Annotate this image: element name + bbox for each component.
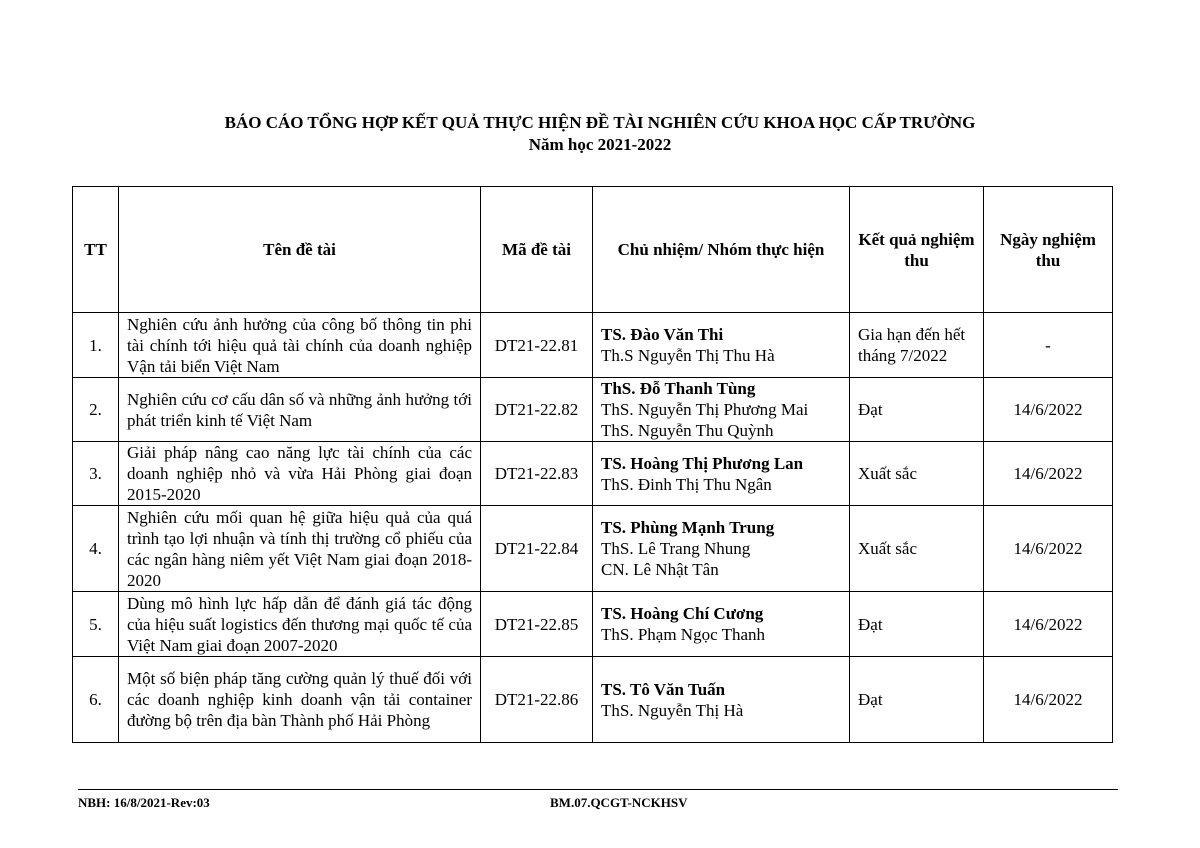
results-table [72, 186, 1113, 743]
row-team [593, 592, 850, 657]
report-title-block [0, 112, 1200, 156]
row-team [593, 506, 850, 592]
header-code: Mã đề tài [481, 187, 593, 313]
row-result: Đạt [850, 592, 984, 657]
row-code: DT21-22.81 [481, 313, 593, 378]
header-title: Tên đề tài [119, 187, 481, 313]
row-lead: TS. Đào Văn Thi [601, 325, 724, 344]
header-lead: Chủ nhiệm/ Nhóm thực hiện [593, 187, 850, 313]
table-row [73, 378, 1113, 442]
row-date: 14/6/2022 [984, 592, 1113, 657]
row-lead: TS. Hoàng Thị Phương Lan [601, 453, 804, 473]
row-lead: TS. Tô Văn Tuấn [601, 679, 726, 699]
report-title: BÁO CÁO TỔNG HỢP KẾT QUẢ THỰC HIỆN ĐỀ TÀI NGHIÊN CỨU KHOA HỌC CẤP TRƯỜNG [224, 113, 976, 132]
row-code: DT21-22.82 [481, 378, 593, 442]
row-tt: 1. [73, 313, 119, 378]
row-date: 14/6/2022 [984, 506, 1113, 592]
row-title: Dùng mô hình lực hấp dẫn để đánh giá tác động của hiệu suất logistics đến thương mại quốc tế của Việt Nam giai đoạn 2007-2020 [119, 592, 481, 657]
row-tt: 4. [73, 506, 119, 592]
row-code: DT21-22.86 [481, 657, 593, 743]
row-member: CN. Lê Nhật Tân [601, 560, 719, 579]
row-lead: TS. Phùng Mạnh Trung [601, 518, 775, 537]
row-member: ThS. Nguyễn Thị Hà [601, 700, 744, 720]
table-row [73, 506, 1113, 592]
row-member: ThS. Lê Trang Nhung [601, 539, 751, 558]
table-row [73, 592, 1113, 657]
report-subtitle: Năm học 2021-2022 [528, 135, 672, 154]
row-result: Xuất sắc [850, 442, 984, 506]
header-date: Ngày nghiệm thu [984, 187, 1113, 313]
row-code: DT21-22.84 [481, 506, 593, 592]
footer-issue: NBH: 16/8/2021-Rev:03 [78, 795, 210, 810]
row-result: Đạt [850, 657, 984, 743]
table-row [73, 442, 1113, 506]
row-code: DT21-22.83 [481, 442, 593, 506]
footer-divider [78, 789, 1118, 790]
row-member: ThS. Đinh Thị Thu Ngân [601, 474, 772, 494]
row-lead: ThS. Đỗ Thanh Tùng [601, 379, 756, 398]
row-date: - [984, 313, 1113, 378]
row-title: Giải pháp nâng cao năng lực tài chính của các doanh nghiệp nhỏ và vừa Hải Phòng giai đoạn 2015-2020 [119, 442, 481, 506]
row-member: ThS. Nguyễn Thu Quỳnh [601, 421, 774, 440]
table-header-row [73, 187, 1113, 313]
row-tt: 5. [73, 592, 119, 657]
table-row [73, 657, 1113, 743]
row-team [593, 313, 850, 378]
row-date: 14/6/2022 [984, 442, 1113, 506]
row-code: DT21-22.85 [481, 592, 593, 657]
table-row [73, 313, 1113, 378]
row-result: Gia hạn đến hết tháng 7/2022 [850, 313, 984, 378]
row-title: Nghiên cứu cơ cấu dân số và những ảnh hưởng tới phát triển kinh tế Việt Nam [119, 378, 481, 442]
header-tt: TT [73, 187, 119, 313]
row-result: Xuất sắc [850, 506, 984, 592]
row-tt: 2. [73, 378, 119, 442]
row-tt: 6. [73, 657, 119, 743]
row-member: ThS. Nguyễn Thị Phương Mai [601, 400, 809, 419]
row-team [593, 657, 850, 743]
row-tt: 3. [73, 442, 119, 506]
footer-form-code: BM.07.QCGT-NCKHSV [550, 795, 688, 810]
row-date: 14/6/2022 [984, 378, 1113, 442]
row-team [593, 378, 850, 442]
row-lead: TS. Hoàng Chí Cương [601, 604, 764, 623]
header-result: Kết quả nghiệm thu [850, 187, 984, 313]
row-title: Nghiên cứu mối quan hệ giữa hiệu quả của quá trình tạo lợi nhuận và tính thị trường cổ phiếu của các ngân hàng niêm yết Việt Nam giai đoạn 2018-2020 [119, 506, 481, 592]
row-title: Nghiên cứu ảnh hưởng của công bố thông tin phi tài chính tới hiệu quả tài chính của doanh nghiệp Vận tải biển Việt Nam [119, 313, 481, 378]
row-member: Th.S Nguyễn Thị Thu Hà [601, 346, 775, 365]
row-title: Một số biện pháp tăng cường quản lý thuế đối với các doanh nghiệp kinh doanh vận tải container đường bộ trên địa bàn Thành phố Hải Phòng [119, 657, 481, 743]
row-date: 14/6/2022 [984, 657, 1113, 743]
row-team [593, 442, 850, 506]
row-member: ThS. Phạm Ngọc Thanh [601, 625, 766, 644]
row-result: Đạt [850, 378, 984, 442]
